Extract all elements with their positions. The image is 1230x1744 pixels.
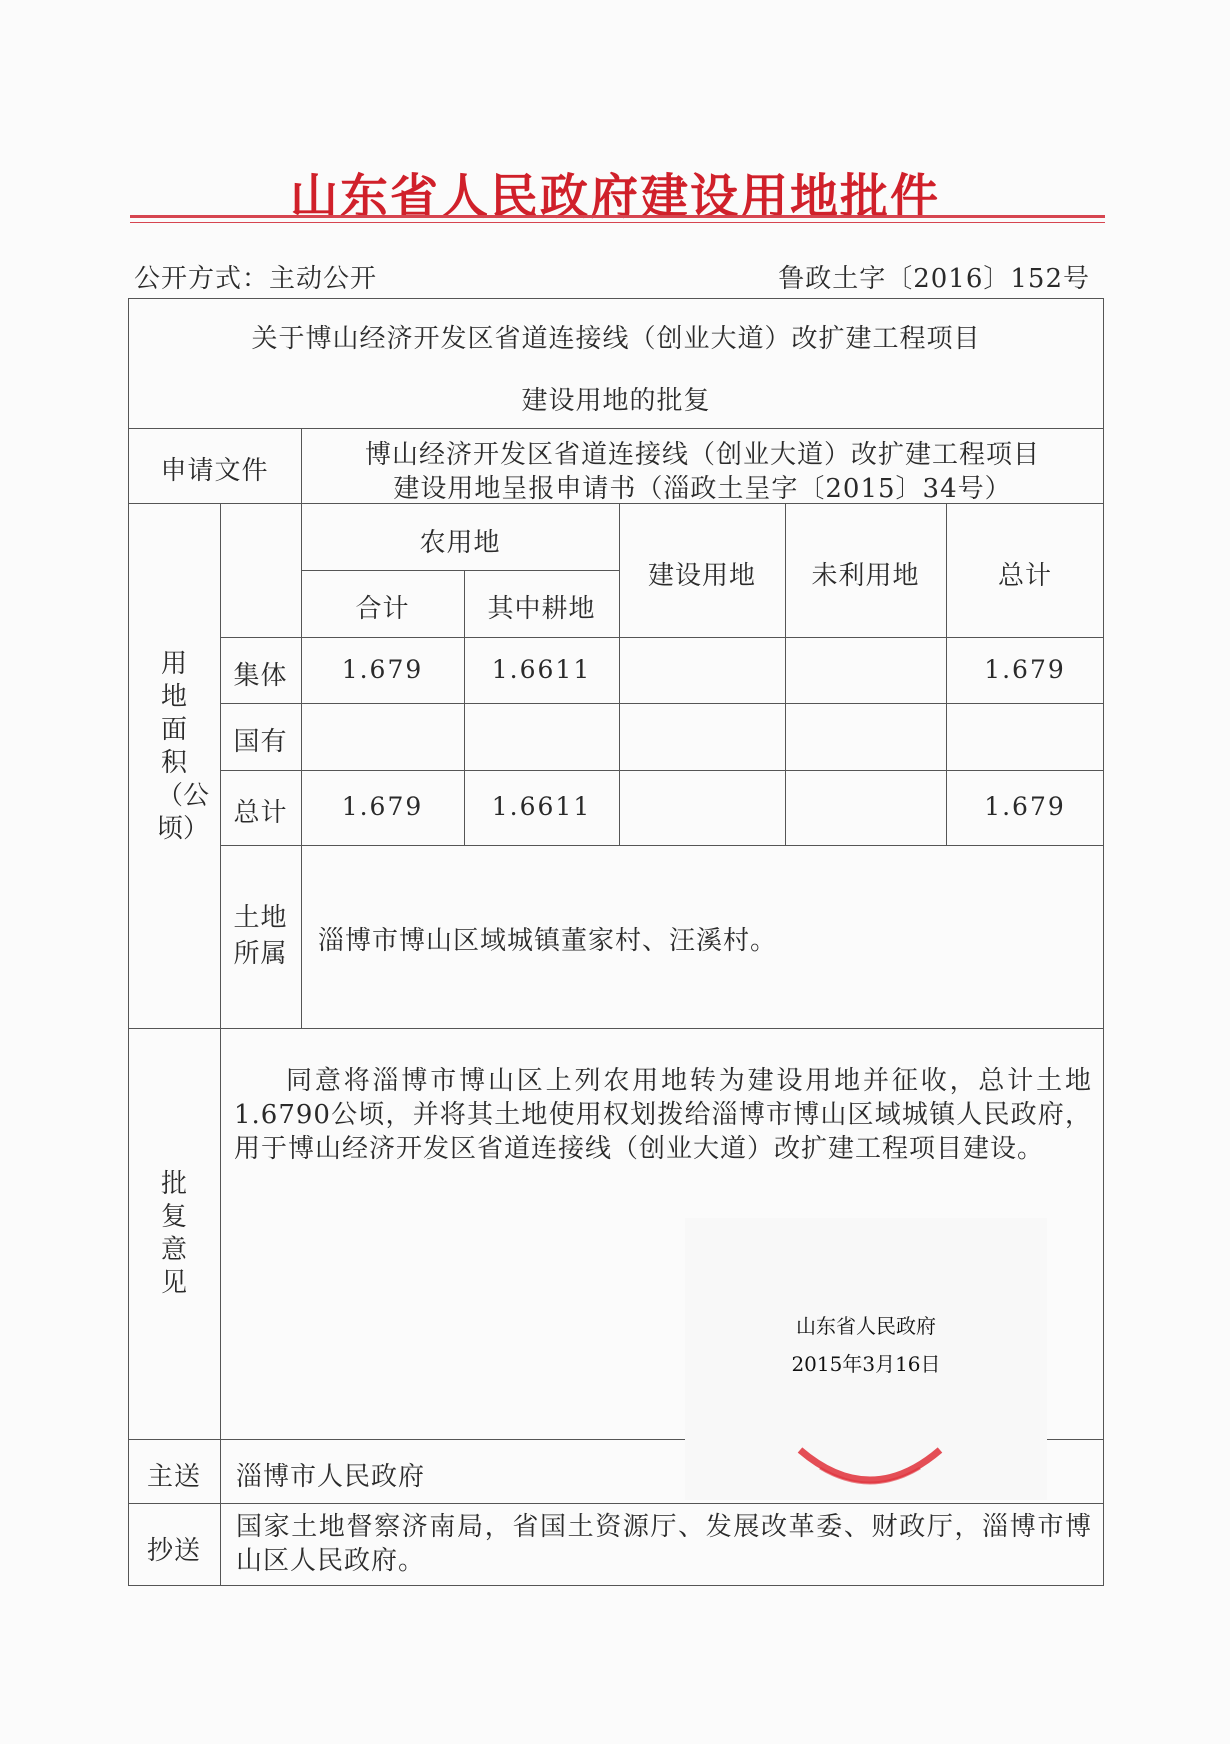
document-title: 山东省人民政府建设用地批件 <box>289 169 940 225</box>
header-construction: 建设用地 <box>647 561 756 591</box>
area-side-label: 用地面积（公顷） <box>157 649 210 844</box>
disclosure-mode: 公开方式：主动公开 <box>134 264 378 294</box>
red-rule-thin <box>130 222 1105 223</box>
sign-date: 2015年3月16日 <box>791 1352 941 1376</box>
grid-line <box>301 503 302 1028</box>
header-subtotal: 合计 <box>355 594 410 624</box>
main-recipient-value: 淄博市人民政府 <box>236 1462 426 1492</box>
subject-line-1: 关于博山经济开发区省道连接线（创业大道）改扩建工程项目 <box>251 324 981 354</box>
grid-line <box>128 428 1104 429</box>
ownership-value: 淄博市博山区域城镇董家村、汪溪村。 <box>318 926 778 956</box>
application-line-1: 博山经济开发区省道连接线（创业大道）改扩建工程项目 <box>364 440 1040 470</box>
cell-collective-cultivated: 1.6611 <box>491 655 592 684</box>
grid-line <box>220 845 1104 846</box>
approval-label: 批复意见 <box>160 1169 187 1298</box>
row-label-total: 总计 <box>233 798 288 828</box>
grid-line <box>220 637 1104 638</box>
grid-line <box>301 570 619 571</box>
subject-line-2: 建设用地的批复 <box>521 386 711 416</box>
header-total: 总计 <box>997 561 1052 591</box>
signer: 山东省人民政府 <box>796 1314 936 1338</box>
row-label-collective: 集体 <box>233 661 288 691</box>
grid-line <box>220 770 1104 771</box>
cc-label: 抄送 <box>146 1536 201 1566</box>
grid-line <box>220 703 1104 704</box>
grid-line <box>128 1028 1104 1029</box>
cell-collective-subtotal: 1.679 <box>341 655 424 684</box>
header-cultivated: 其中耕地 <box>487 594 596 624</box>
document-number: 鲁政土字〔2016〕152号 <box>778 264 1090 294</box>
main-recipient-label: 主送 <box>146 1462 201 1492</box>
approval-text: 同意将淄博市博山区上列农用地转为建设用地并征收，总计土地1.6790公顷，并将其土地使用权划拨给淄博市博山区域城镇人民政府，用于博山经济开发区省道连接线（创业大道）改扩建工程项目建设。 <box>234 1066 1092 1164</box>
grid-line <box>128 1503 1104 1504</box>
cell-total-cultivated: 1.6611 <box>491 792 592 821</box>
application-label: 申请文件 <box>160 456 269 486</box>
cell-collective-total: 1.679 <box>984 655 1066 684</box>
cell-total-total: 1.679 <box>984 792 1066 821</box>
ownership-label: 土地所属 <box>233 903 288 969</box>
header-unused: 未利用地 <box>811 561 920 591</box>
header-farmland: 农用地 <box>419 528 501 558</box>
application-line-2: 建设用地呈报申请书（淄政土呈字〔2015〕34号） <box>393 474 1012 504</box>
row-label-state: 国有 <box>233 727 288 757</box>
cc-value: 国家土地督察济南局，省国土资源厅、发展改革委、财政厅，淄博市博山区人民政府。 <box>236 1512 1092 1576</box>
cell-total-subtotal: 1.679 <box>341 792 424 821</box>
red-rule-thick <box>130 215 1105 218</box>
